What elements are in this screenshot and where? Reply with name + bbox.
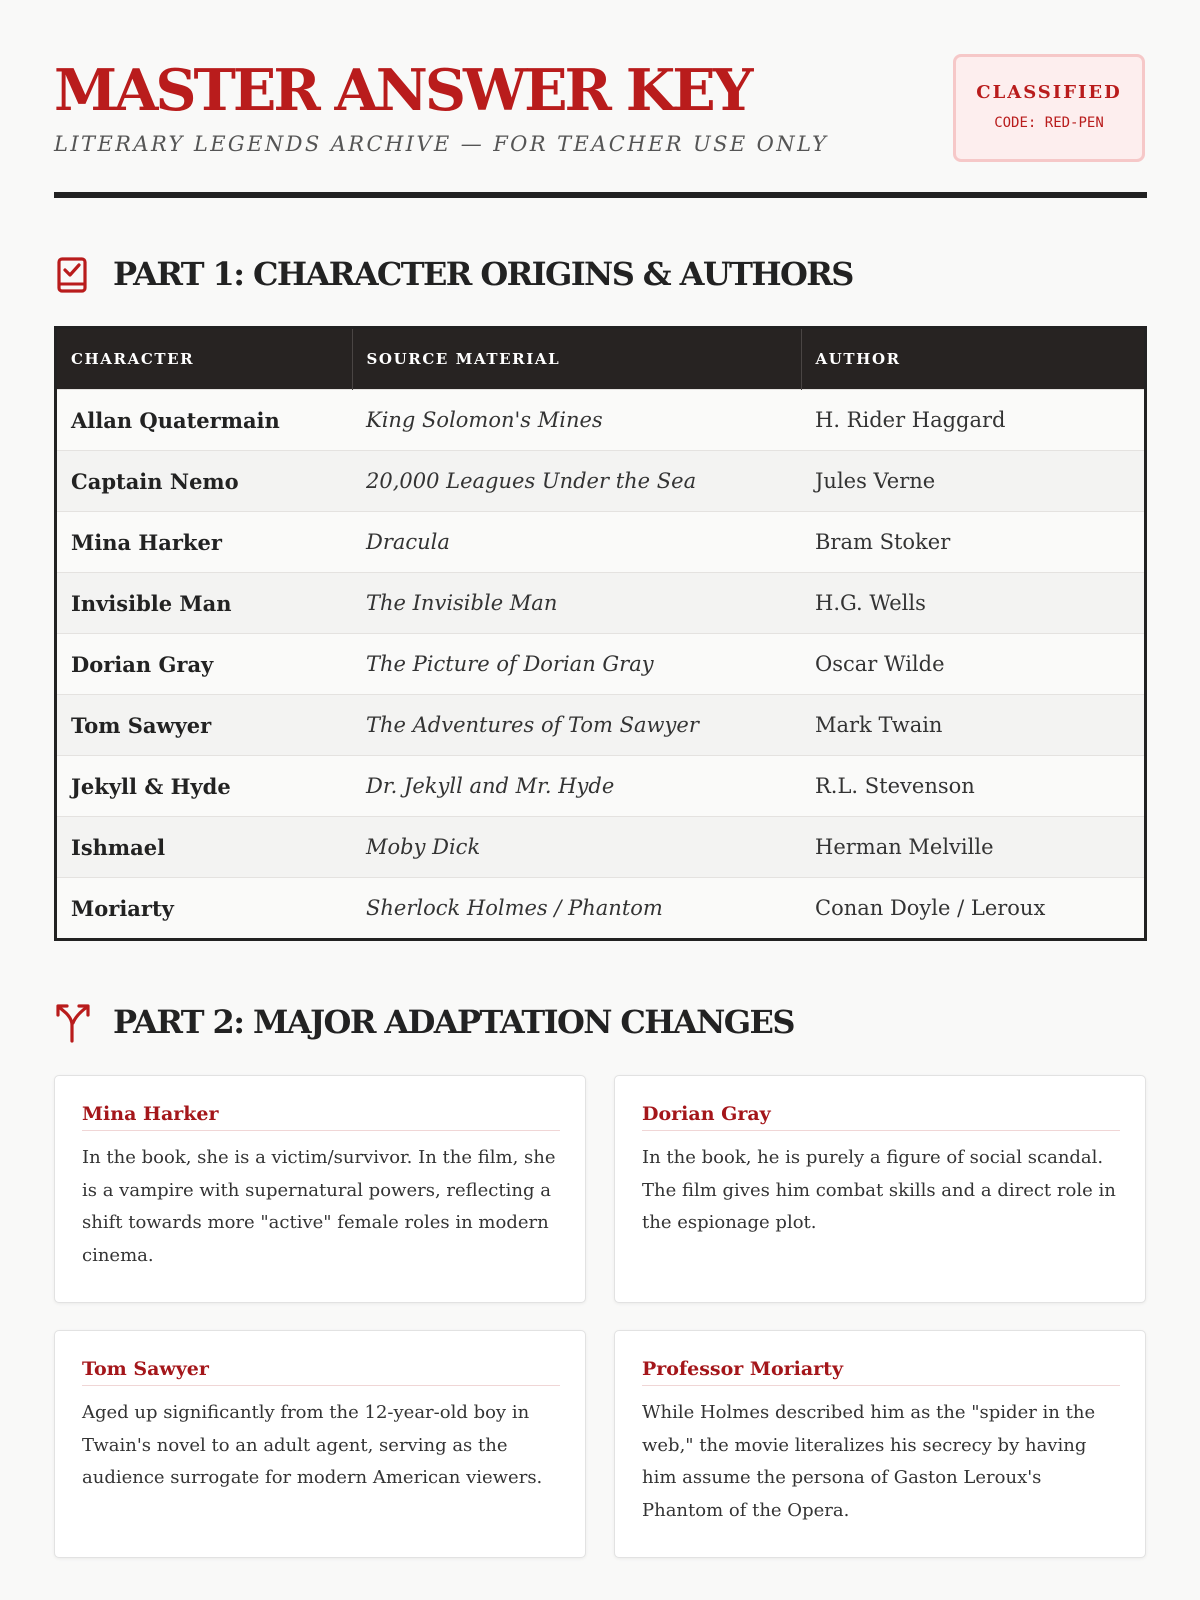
book-check-icon [54, 255, 94, 295]
card-title: Mina Harker [82, 1103, 560, 1131]
cell-source: Moby Dick [352, 817, 801, 878]
page-subtitle: LITERARY LEGENDS ARCHIVE — FOR TEACHER USE ONLY [54, 132, 829, 156]
card-title: Dorian Gray [642, 1103, 1120, 1131]
cell-character: Invisible Man [57, 573, 352, 634]
cell-author: Herman Melville [801, 817, 1144, 878]
cell-source: Dracula [352, 512, 801, 573]
header-divider [54, 192, 1147, 198]
part2-heading [54, 1001, 1147, 1045]
page-header [54, 0, 1147, 198]
card-body: While Holmes described him as the "spider in the web," the movie literalizes his secrecy by having him assume the persona of Gaston Leroux's Phantom of the Opera. [642, 1402, 1096, 1521]
character-table [54, 326, 1147, 941]
table-row [57, 878, 1144, 939]
cell-author: R.L. Stevenson [801, 756, 1144, 817]
table-row [57, 512, 1144, 573]
stamp-label: CLASSIFIED [976, 82, 1122, 103]
cell-source: 20,000 Leagues Under the Sea [352, 451, 801, 512]
cell-author: Jules Verne [801, 451, 1144, 512]
table-row [57, 634, 1144, 695]
cell-source: Sherlock Holmes / Phantom [352, 878, 801, 939]
card-title: Professor Moriarty [642, 1358, 1120, 1386]
cell-character: Ishmael [57, 817, 352, 878]
part2-heading-text: PART 2: MAJOR ADAPTATION CHANGES [113, 1003, 794, 1041]
card-title: Tom Sawyer [82, 1358, 560, 1386]
table-row [57, 756, 1144, 817]
cell-character: Jekyll & Hyde [57, 756, 352, 817]
cell-author: Conan Doyle / Leroux [801, 878, 1144, 939]
cell-author: Bram Stoker [801, 512, 1144, 573]
cell-source: The Picture of Dorian Gray [352, 634, 801, 695]
table-row [57, 390, 1144, 451]
cell-source: Dr. Jekyll and Mr. Hyde [352, 756, 801, 817]
table-header-row [57, 329, 1144, 390]
stamp-code: CODE: RED-PEN [994, 115, 1104, 131]
table-row [57, 451, 1144, 512]
table-row [57, 695, 1144, 756]
table-row [57, 573, 1144, 634]
cell-source: King Solomon's Mines [352, 390, 801, 451]
card-body: In the book, he is purely a figure of social scandal. The film gives him combat skills and a direct role in the espionage plot. [642, 1147, 1116, 1233]
table-row [57, 817, 1144, 878]
cell-character: Allan Quatermain [57, 390, 352, 451]
cell-character: Moriarty [57, 878, 352, 939]
part1-heading-text: PART 1: CHARACTER ORIGINS & AUTHORS [113, 255, 853, 293]
column-header-character: CHARACTER [57, 329, 352, 390]
cell-character: Mina Harker [57, 512, 352, 573]
cell-author: H. Rider Haggard [801, 390, 1144, 451]
cell-author: Oscar Wilde [801, 634, 1144, 695]
cell-author: H.G. Wells [801, 573, 1144, 634]
column-header-author: AUTHOR [801, 329, 1144, 390]
cell-source: The Adventures of Tom Sawyer [352, 695, 801, 756]
card-body: Aged up significantly from the 12-year-old boy in Twain's novel to an adult agent, serving as the audience surrogate for modern American viewers. [82, 1402, 543, 1488]
adaptation-card-tom-sawyer [54, 1330, 586, 1558]
cell-source: The Invisible Man [352, 573, 801, 634]
cell-character: Captain Nemo [57, 451, 352, 512]
answer-key-page [54, 0, 1147, 1521]
adaptation-card-professor-moriarty [614, 1330, 1146, 1558]
cell-author: Mark Twain [801, 695, 1144, 756]
adaptation-card-dorian-gray [614, 1075, 1146, 1303]
card-body: In the book, she is a victim/survivor. In the film, she is a vampire with supernatural powers, reflecting a shift towards more "active" female roles in modern cinema. [82, 1147, 556, 1266]
cell-character: Tom Sawyer [57, 695, 352, 756]
column-header-source: SOURCE MATERIAL [352, 329, 801, 390]
page-title: MASTER ANSWER KEY [54, 57, 751, 124]
adaptation-card-mina-harker [54, 1075, 586, 1303]
part1-heading [54, 253, 1147, 297]
cell-character: Dorian Gray [57, 634, 352, 695]
classified-stamp [953, 54, 1145, 162]
split-arrows-icon [54, 1003, 94, 1043]
